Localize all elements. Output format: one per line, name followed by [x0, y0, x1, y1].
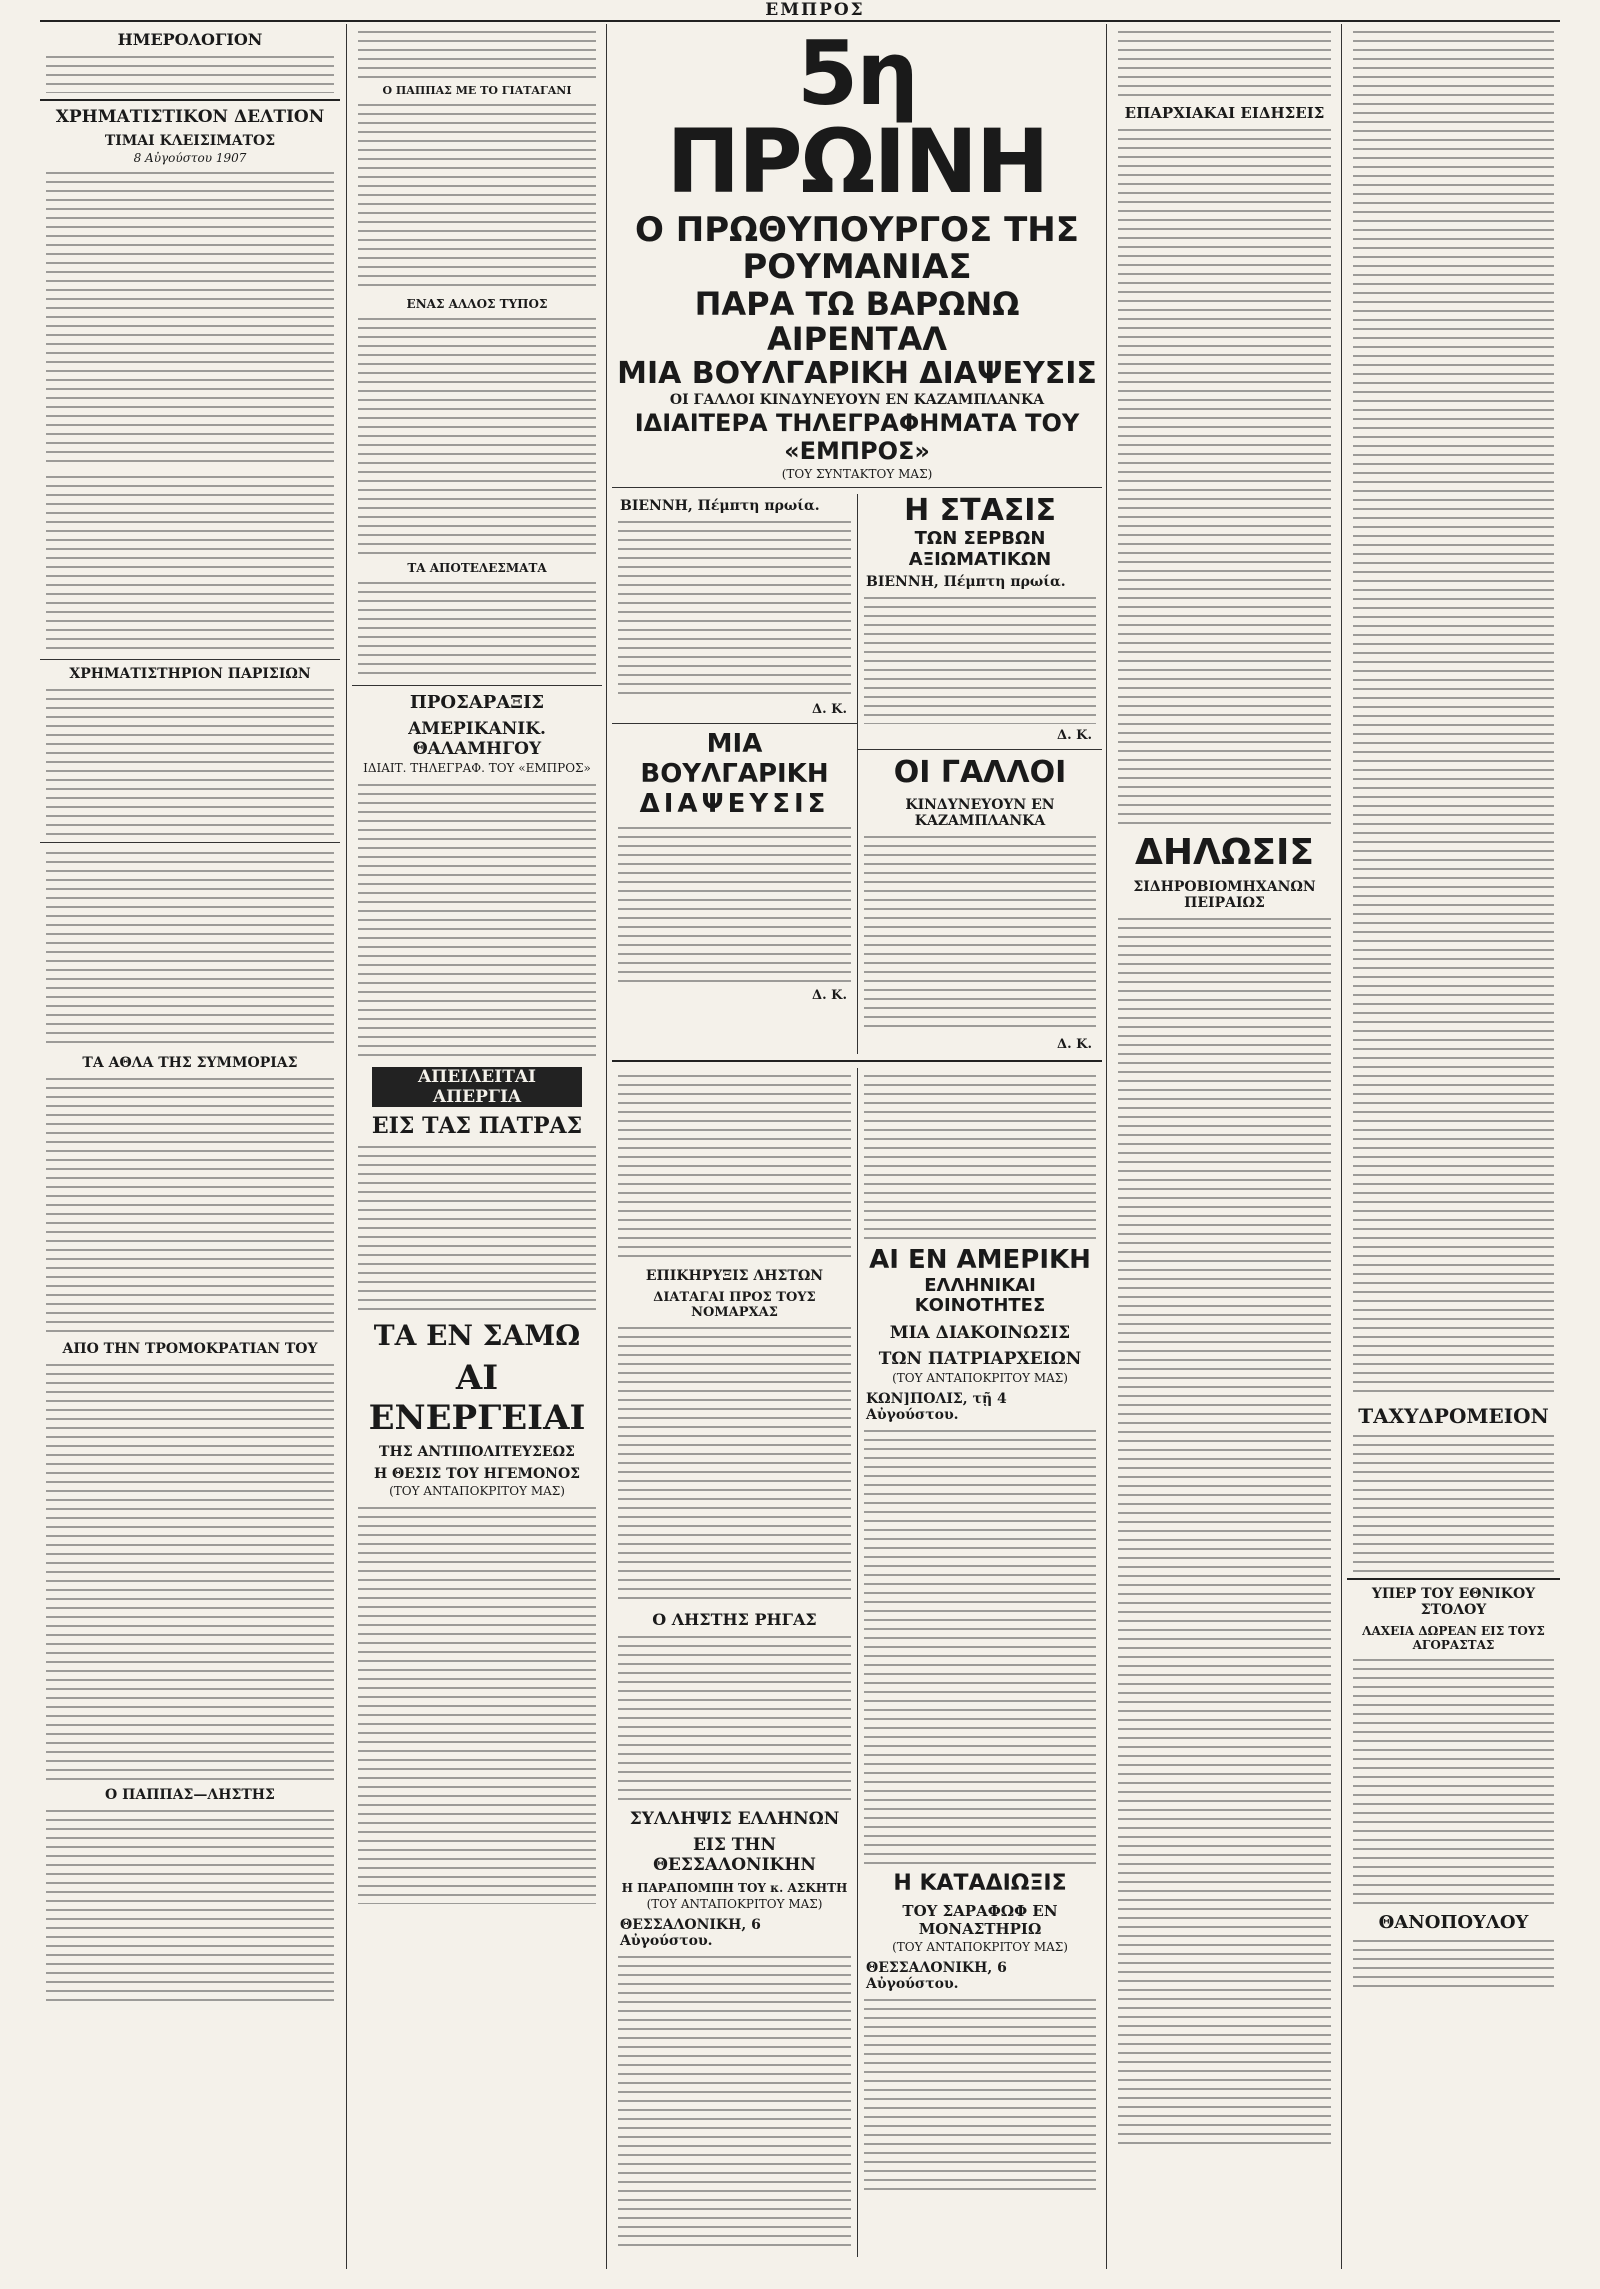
priest-title: Ο ΠΑΠΠΑΣ—ΛΗΣΤΗΣ	[105, 1787, 275, 1803]
declaration-text	[1118, 915, 1331, 2145]
column-5	[1347, 24, 1560, 2269]
article-text	[618, 518, 851, 698]
column-1	[40, 24, 340, 2269]
provincial-title: ΕΠΑΡΧΙΑΚΑΙ ΕΙΔΗΣΕΙΣ	[1124, 104, 1325, 122]
story-right	[858, 494, 1102, 1053]
column-2	[352, 24, 602, 2269]
bandits-title: ΕΠΙΚΗΡΥΞΙΣ ΛΗΣΤΩΝ	[645, 1267, 824, 1284]
headline-romania: Ο ΠΡΩΘΥΠΟΥΡΓΟΣ ΤΗΣ ΡΟΥΜΑΝΙΑΣ	[635, 210, 1079, 288]
lottery-text	[1353, 1656, 1554, 1906]
correspondent-byline: (ΤΟΥ ΑΝΤΑΠΟΚΡΙΤΟΥ ΜΑΣ)	[892, 1940, 1068, 1955]
casablanca-title: ΚΙΝΔΥΝΕΥΟΥΝ ΕΝ ΚΑΖΑΜΠΛΑΝΚΑ	[905, 796, 1055, 829]
rigas-title: Ο ΛΗΣΤΗΣ ΡΗΓΑΣ	[652, 1609, 817, 1629]
mutiny-title: Η ΣΤΑΣΙΣ	[904, 493, 1056, 529]
article-text	[358, 1504, 596, 1904]
article-text	[1118, 28, 1331, 98]
signature: Δ. Κ.	[1057, 1036, 1092, 1052]
notice-title: ΜΙΑ ΔΙΑΚΟΙΝΩΣΙΣ	[889, 1322, 1071, 1343]
article-text	[864, 1427, 1096, 1867]
thanopoulos-title: ΘΑΝΟΠΟΥΛΟΥ	[1378, 1912, 1529, 1933]
column-3	[612, 24, 1102, 2269]
orders-title: ΔΙΑΤΑΓΑΙ ΠΡΟΣ ΤΟΥΣ ΝΟΜΑΡΧΑΣ	[653, 1289, 816, 1320]
persecution-title: Η ΚΑΤΑΔΙΩΞΙΣ	[893, 1870, 1067, 1896]
article-text	[358, 101, 596, 291]
terror-title: ΑΠΟ ΤΗΝ ΤΡΟΜΟΚΡΑΤΙΑΝ ΤΟΥ	[62, 1341, 318, 1357]
correspondent-byline: (ΤΟΥ ΑΝΤΑΠΟΚΡΙΤΟΥ ΜΑΣ)	[892, 1370, 1068, 1385]
signature: Δ. Κ.	[812, 988, 847, 1004]
article-text	[1353, 28, 1554, 1398]
actions-title: ΑΙ ΕΝΕΡΓΕΙΑΙ	[368, 1358, 586, 1438]
another-type-title: ΕΝΑΣ ΑΛΛΟΣ ΤΥΠΟΣ	[406, 297, 548, 311]
signature: Δ. Κ.	[812, 702, 847, 718]
post-title: ΤΑΧΥΔΡΟΜΕΙΟΝ	[1358, 1404, 1549, 1428]
story-lower-left	[612, 1068, 857, 2257]
correspondent-byline: (ΤΟΥ ΑΝΤΑΠΟΚΡΙΤΟΥ ΜΑΣ)	[389, 1484, 565, 1498]
editor-byline: (ΤΟΥ ΣΥΝΤΑΚΤΟΥ ΜΑΣ)	[781, 467, 933, 482]
top-rule	[40, 20, 1560, 22]
story-text	[46, 849, 334, 1049]
market-text	[46, 473, 334, 653]
fleet-title: ΥΠΕΡ ΤΟΥ ΕΘΝΙΚΟΥ ΣΤΟΛΟΥ	[1371, 1586, 1536, 1618]
telegraph-byline: ΙΔΙΑΙΤ. ΤΗΛΕΓΡΑΦ. ΤΟΥ «ΕΜΠΡΟΣ»	[363, 761, 591, 775]
headline-aehrenthal: ΠΑΡΑ ΤΩ ΒΑΡΩΝΩ ΑΙΡΕΝΤΑΛ	[694, 284, 1020, 358]
article-text	[358, 781, 596, 1061]
bottom-stories	[612, 1068, 1102, 2257]
masthead: ΕΜΠΡΟΣ	[765, 0, 865, 20]
calendar-text	[46, 53, 334, 93]
article-text	[618, 1072, 851, 1262]
column-divider	[346, 24, 347, 2269]
askitis-title: Η ΠΑΡΑΠΟΜΠΗ ΤΟΥ κ. ΑΣΚΗΤΗ	[621, 1880, 848, 1895]
opposition-title: ΤΗΣ ΑΝΤΙΠΟΛΙΤΕΥΣΕΩΣ	[379, 1444, 575, 1460]
paris-title: ΧΡΗΜΑΤΙΣΤΗΡΙΟΝ ΠΑΡΙΣΙΩΝ	[69, 666, 311, 682]
newspaper-page	[40, 0, 1560, 2289]
intro-text	[358, 28, 596, 78]
yacht-title: ΑΜΕΡΙΚΑΝΙΚ. ΘΑΛΑΜΗΓΟΥ	[408, 719, 546, 759]
declaration-title: ΔΗΛΩΣΙΣ	[1134, 832, 1315, 873]
denial-title: ΔΙΑΨΕΥΣΙΣ	[639, 789, 830, 820]
strike-title: ΑΠΕΙΛΕΙΤΑΙ ΑΠΕΡΓΙΑ	[372, 1067, 582, 1107]
post-text	[1353, 1432, 1554, 1572]
french-title: ΟΙ ΓΑΛΛΟΙ	[893, 755, 1067, 791]
column-divider	[1341, 24, 1342, 2269]
headline-telegrams: ΙΔΙΑΙΤΕΡΑ ΤΗΛΕΓΡΑΦΗΜΑΤΑ ΤΟΥ «ΕΜΠΡΟΣ»	[634, 409, 1080, 465]
bulgarian-title: ΜΙΑ ΒΟΥΛΓΑΡΙΚΗ	[640, 729, 829, 790]
headline-bulgarian: ΜΙΑ ΒΟΥΛΓΑΡΙΚΗ ΔΙΑΨΕΥΣΙΣ	[617, 356, 1097, 392]
article-text	[618, 1633, 851, 1803]
grounding-title: ΠΡΟΣΑΡΑΞΙΣ	[409, 692, 545, 713]
patriarchate-title: ΤΩΝ ΠΑΤΡΙΑΡΧΕΙΩΝ	[878, 1348, 1082, 1369]
serbian-officers-title: ΤΩΝ ΣΕΡΒΩΝ ΑΞΙΩΜΑΤΙΚΩΝ	[908, 527, 1052, 570]
correspondent-byline: (ΤΟΥ ΑΝΤΑΠΟΚΡΙΤΟΥ ΜΑΣ)	[646, 1896, 823, 1911]
signature: Δ. Κ.	[1057, 728, 1092, 744]
headline-casablanca: ΟΙ ΓΑΛΛΟΙ ΚΙΝΔΥΝΕΥΟΥΝ ΕΝ ΚΑΖΑΜΠΛΑΝΚΑ	[669, 392, 1045, 409]
patras-title: ΕΙΣ ΤΑΣ ΠΑΤΡΑΣ	[371, 1113, 583, 1139]
paris-text	[46, 686, 334, 836]
communities-title: ΕΛΛΗΝΙΚΑΙ ΚΟΙΝΟΤΗΤΕΣ	[914, 1274, 1046, 1317]
article-text	[358, 315, 596, 555]
story-lower-right	[858, 1068, 1102, 2257]
terror-text	[46, 1361, 334, 1781]
article-text	[618, 1324, 851, 1604]
article-text	[618, 824, 851, 984]
article-text	[864, 1996, 1096, 2196]
sarafov-title: ΤΟΥ ΣΑΡΑΦΩΦ ΕΝ ΜΟΝΑΣΤΗΡΙΩ	[902, 1902, 1058, 1939]
arrest-title: ΣΥΛΛΗΨΙΣ ΕΛΛΗΝΩΝ	[629, 1808, 840, 1829]
results-title: ΤΑ ΑΠΟΤΕΛΕΣΜΑΤΑ	[407, 561, 547, 575]
prince-title: Η ΘΕΣΙΣ ΤΟΥ ΗΓΕΜΟΝΟΣ	[373, 1466, 581, 1482]
priest-text	[46, 1807, 334, 2007]
market-table	[46, 169, 334, 469]
edition-title: 5η ΠΡΩΙΝΗ	[666, 24, 1048, 213]
column-4	[1112, 24, 1337, 2269]
ad-text	[1353, 1937, 1554, 1987]
article-text	[358, 579, 596, 679]
dateline: ΒΙΕΝΝΗ, Πέμπτη πρωία.	[620, 498, 820, 515]
article-text	[618, 1953, 851, 2253]
column-divider	[606, 24, 607, 2269]
ironworks-title: ΣΙΔΗΡΟΒΙΟΜΗΧΑΝΩΝ ΠΕΙΡΑΙΩΣ	[1133, 879, 1316, 911]
thessaloniki-title: ΕΙΣ ΤΗΝ ΘΕΣΣΑΛΟΝΙΚΗΝ	[653, 1834, 816, 1875]
dateline: ΒΙΕΝΝΗ, Πέμπτη πρωία.	[866, 574, 1066, 591]
dateline: ΘΕΣΣΑΛΟΝΙΚΗ, 6 Αὐγούστου.	[866, 1960, 1007, 1993]
lottery-title: ΛΑΧΕΙΑ ΔΩΡΕΑΝ ΕΙΣ ΤΟΥΣ ΑΓΟΡΑΣΤΑΣ	[1362, 1624, 1545, 1652]
priest-yataghan-title: Ο ΠΑΠΠΑΣ ΜΕ ΤΟ ΓΙΑΤΑΓΑΝΙ	[382, 84, 572, 97]
america-title: ΑΙ ΕΝ ΑΜΕΡΙΚΗ	[869, 1244, 1091, 1275]
market-date: 8 Αὐγούστου 1907	[133, 151, 247, 165]
dateline: ΘΕΣΣΑΛΟΝΙΚΗ, 6 Αὐγούστου.	[620, 1916, 761, 1949]
calendar-title: ΗΜΕΡΟΛΟΓΙΟΝ	[117, 30, 263, 49]
provincial-text	[1118, 126, 1331, 826]
dateline: ΚΩΝ]ΠΟΛΙΣ, τῇ 4 Αὐγούστου.	[866, 1390, 1007, 1423]
article-text	[864, 833, 1096, 1033]
article-text	[864, 1072, 1096, 1242]
prices-title: ΤΙΜΑΙ ΚΛΕΙΣΙΜΑΤΟΣ	[104, 133, 276, 149]
article-text	[358, 1143, 596, 1313]
column-divider	[1106, 24, 1107, 2269]
top-stories	[612, 494, 1102, 1053]
gang-title: ΤΑ ΑΘΛΑ ΤΗΣ ΣΥΜΜΟΡΙΑΣ	[82, 1055, 298, 1071]
samos-title: ΤΑ ΕΝ ΣΑΜΩ	[373, 1319, 581, 1352]
market-title: ΧΡΗΜΑΤΙΣΤΙΚΟΝ ΔΕΛΤΙΟΝ	[55, 107, 325, 127]
article-text	[864, 594, 1096, 724]
gang-text	[46, 1075, 334, 1335]
story-left	[612, 494, 857, 1053]
